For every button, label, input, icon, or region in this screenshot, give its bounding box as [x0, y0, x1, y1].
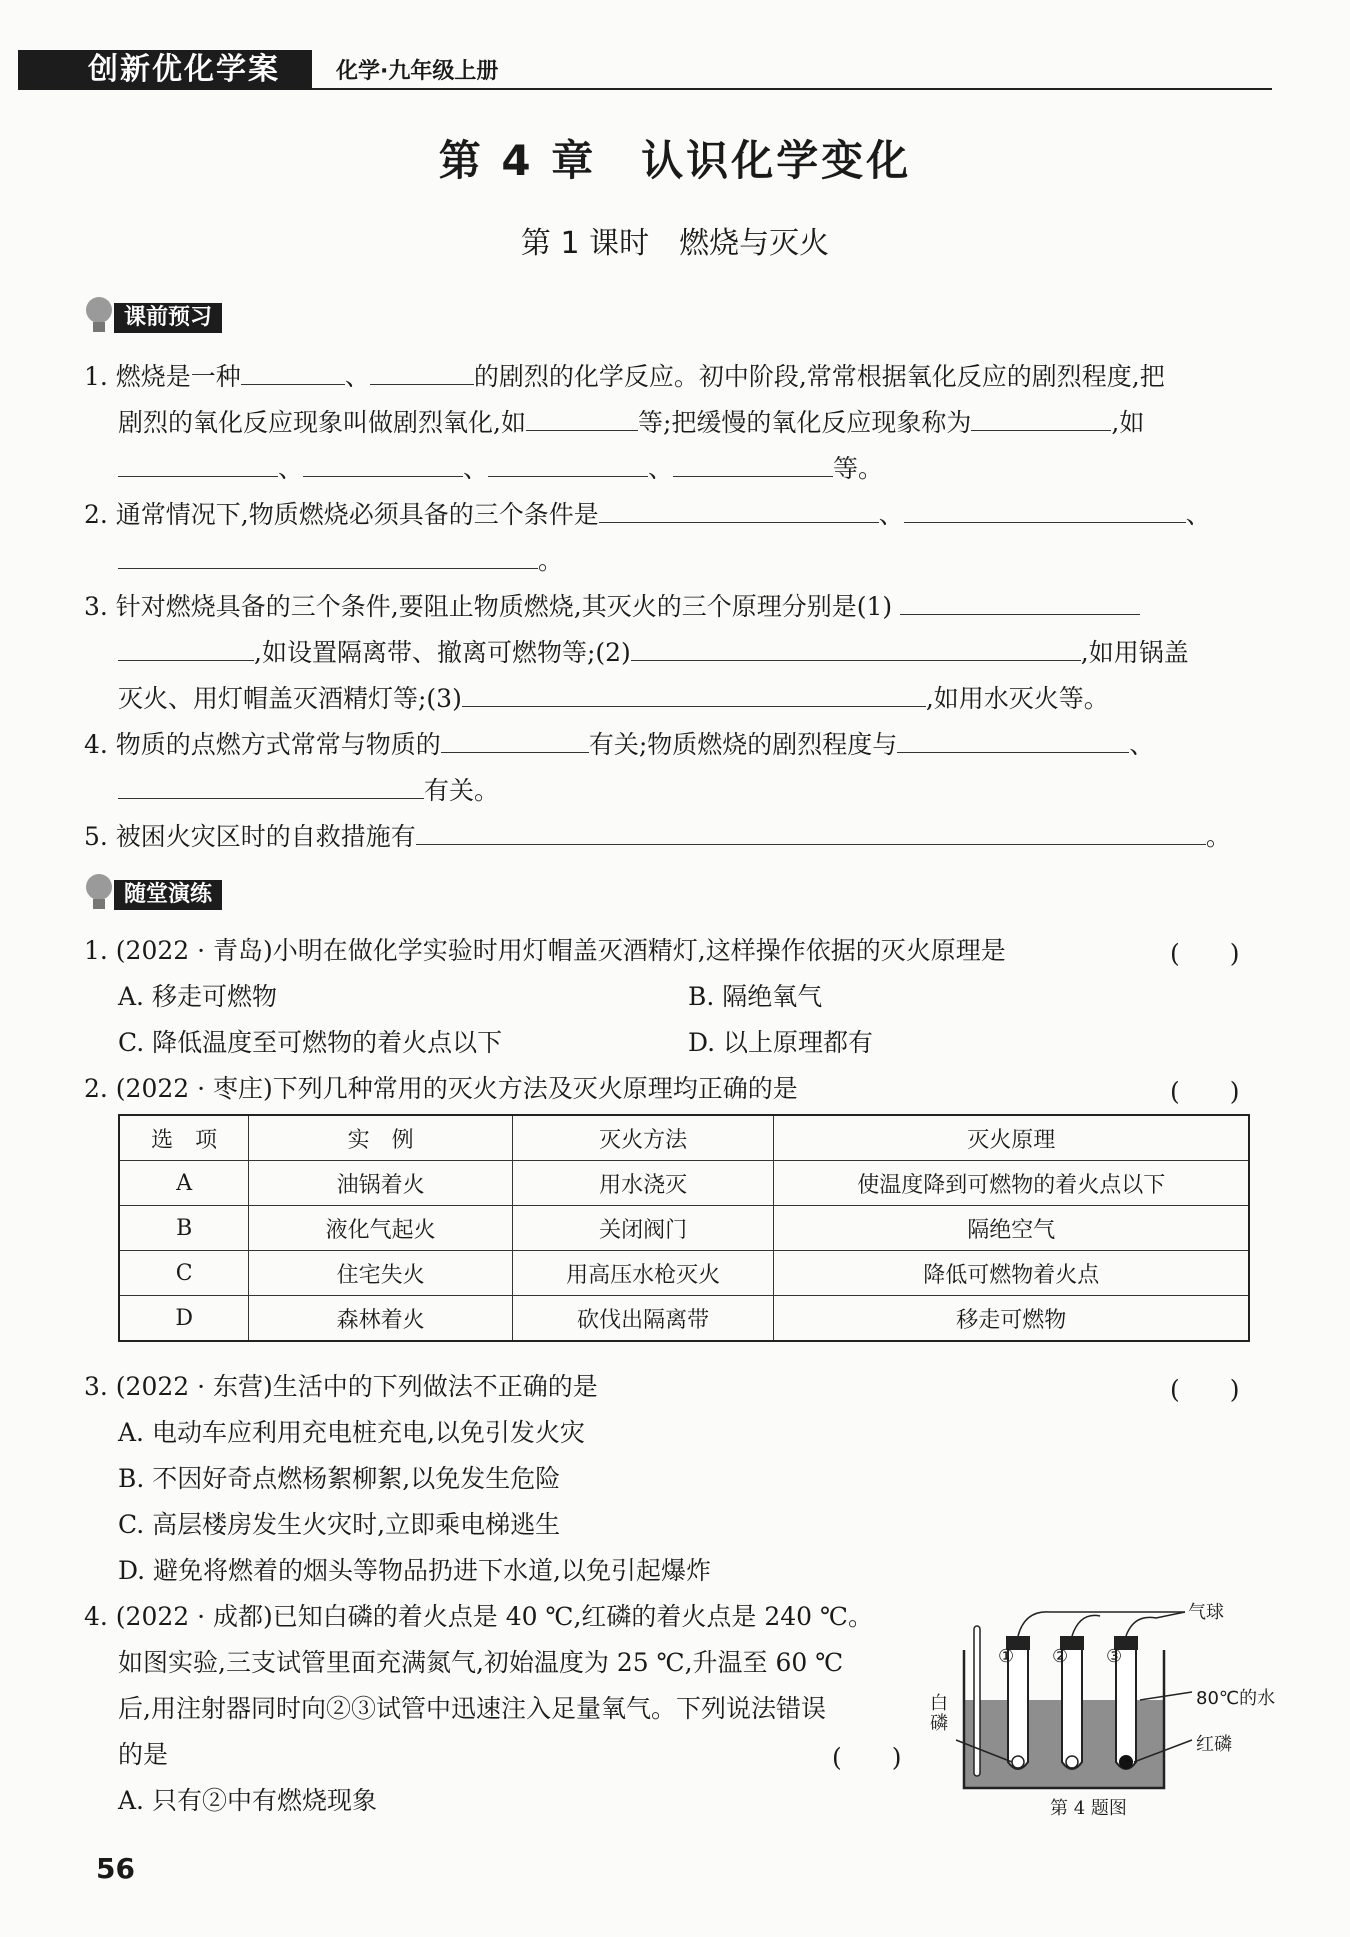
table-header: 灭火原理: [774, 1115, 1249, 1161]
q3-option-b: B. 不因好奇点燃杨絮柳絮,以免发生危险: [118, 1464, 561, 1493]
label-tube-1: ①: [998, 1646, 1015, 1667]
label-white-phosphorus: 白磷: [930, 1693, 948, 1734]
lightbulb-icon: [86, 874, 112, 900]
table-header-row: [119, 1115, 1249, 1161]
options-table: [118, 1114, 1250, 1342]
q3-option-c: C. 高层楼房发生火灾时,立即乘电梯逃生: [118, 1510, 561, 1539]
answer-paren[interactable]: ( ): [1170, 1077, 1240, 1106]
q3-option-a: A. 电动车应利用充电桩充电,以免引发火灾: [118, 1418, 585, 1447]
practice-q4-line1: 4. (2022 · 成都)已知白磷的着火点是 40 ℃,红磷的着火点是 240 ℃。: [84, 1602, 873, 1631]
table-row: [119, 1296, 1249, 1342]
table-cell: 住宅失火: [249, 1251, 513, 1296]
q1-option-a: A. 移走可燃物: [118, 982, 277, 1011]
page-number: 56: [96, 1852, 135, 1885]
practice-q4-line3: 后,用注射器同时向②③试管中迅速注入足量氧气。下列说法错误: [118, 1694, 826, 1723]
q1-option-d: D. 以上原理都有: [688, 1028, 874, 1057]
table-header: 选 项: [119, 1115, 249, 1161]
header-brand: 创新优化学案: [88, 52, 280, 87]
table-cell: 液化气起火: [249, 1206, 513, 1251]
lightbulb-icon: [86, 297, 112, 323]
preview-q1-line3: 、 、 、 等。: [118, 452, 883, 486]
practice-q3: 3. (2022 · 东营)生活中的下列做法不正确的是: [84, 1372, 598, 1401]
practice-q2: 2. (2022 · 枣庄)下列几种常用的灭火方法及灭火原理均正确的是: [84, 1074, 798, 1103]
preview-q1-line2: 剧烈的氧化反应现象叫做剧烈氧化,如 等;把缓慢的氧化反应现象称为 ,如: [118, 408, 1145, 437]
header-rule: [312, 88, 1272, 90]
section-practice-label: 随堂演练: [114, 880, 222, 910]
table-cell: 关闭阀门: [512, 1206, 774, 1251]
table-cell: D: [119, 1296, 249, 1342]
preview-q5: 5. 被困火灾区时的自救措施有 。: [84, 822, 1231, 851]
preview-q3-line2: ,如设置隔离带、撤离可燃物等;(2) ,如用锅盖: [118, 636, 1189, 670]
label-tube-2: ②: [1052, 1646, 1069, 1667]
preview-q4-line2: 有关。: [118, 774, 499, 808]
table-cell: 森林着火: [249, 1296, 513, 1342]
table-row: [119, 1251, 1249, 1296]
table-cell: 隔绝空气: [774, 1206, 1249, 1251]
table-header: 实 例: [249, 1115, 513, 1161]
table-cell: 用高压水枪灭火: [512, 1251, 774, 1296]
preview-q3-line3: 灭火、用灯帽盖灭酒精灯等;(3) ,如用水灭火等。: [118, 684, 1109, 713]
table-cell: 降低可燃物着火点: [774, 1251, 1249, 1296]
label-tube-3: ③: [1106, 1646, 1123, 1667]
table-row: [119, 1206, 1249, 1251]
q1-option-b: B. 隔绝氧气: [688, 982, 823, 1011]
preview-q3-line1: 3. 针对燃烧具备的三个条件,要阻止物质燃烧,其灭火的三个原理分别是(1): [84, 590, 1140, 624]
table-cell: C: [119, 1251, 249, 1296]
answer-paren[interactable]: ( ): [832, 1743, 902, 1772]
preview-q1-line1: 1. 燃烧是一种 、 的剧烈的化学反应。初中阶段,常常根据氧化反应的剧烈程度,把: [84, 362, 1165, 391]
section-preview-label: 课前预习: [114, 303, 222, 333]
table-cell: 使温度降到可燃物的着火点以下: [774, 1161, 1249, 1206]
preview-q4-line1: 4. 物质的点燃方式常常与物质的 有关;物质燃烧的剧烈程度与 、: [84, 730, 1155, 759]
label-water: 80℃的水: [1196, 1688, 1276, 1709]
preview-q2-line2: 。: [118, 544, 563, 578]
table-header: 灭火方法: [512, 1115, 774, 1161]
table-cell: 移走可燃物: [774, 1296, 1249, 1342]
chapter-title: 第 4 章 认识化学变化: [438, 136, 912, 185]
lesson-title: 第 1 课时 燃烧与灭火: [520, 226, 830, 261]
practice-q1: 1. (2022 · 青岛)小明在做化学实验时用灯帽盖灭酒精灯,这样操作依据的灭火原理是: [84, 936, 1006, 965]
label-red-phosphorus: 红磷: [1196, 1734, 1232, 1755]
table-cell: 用水浇灭: [512, 1161, 774, 1206]
answer-paren[interactable]: ( ): [1170, 1375, 1240, 1404]
q3-option-d: D. 避免将燃着的烟头等物品扔进下水道,以免引起爆炸: [118, 1556, 711, 1585]
table-cell: B: [119, 1206, 249, 1251]
table-row: [119, 1161, 1249, 1206]
header-subject: 化学·九年级上册: [336, 59, 499, 84]
table-cell: A: [119, 1161, 249, 1206]
thermometer: [974, 1626, 980, 1776]
label-balloon: 气球: [1188, 1602, 1224, 1623]
table-cell: 油锅着火: [249, 1161, 513, 1206]
practice-q4-line2: 如图实验,三支试管里面充满氮气,初始温度为 25 ℃,升温至 60 ℃: [118, 1648, 844, 1677]
q1-option-c: C. 降低温度至可燃物的着火点以下: [118, 1028, 503, 1057]
practice-q4-line4: 的是: [118, 1740, 169, 1769]
table-cell: 砍伐出隔离带: [512, 1296, 774, 1342]
figure-caption: 第 4 题图: [1050, 1798, 1127, 1819]
answer-paren[interactable]: ( ): [1170, 939, 1240, 968]
preview-q2-line1: 2. 通常情况下,物质燃烧必须具备的三个条件是 、 、: [84, 500, 1211, 529]
q4-option-a: A. 只有②中有燃烧现象: [118, 1786, 377, 1815]
